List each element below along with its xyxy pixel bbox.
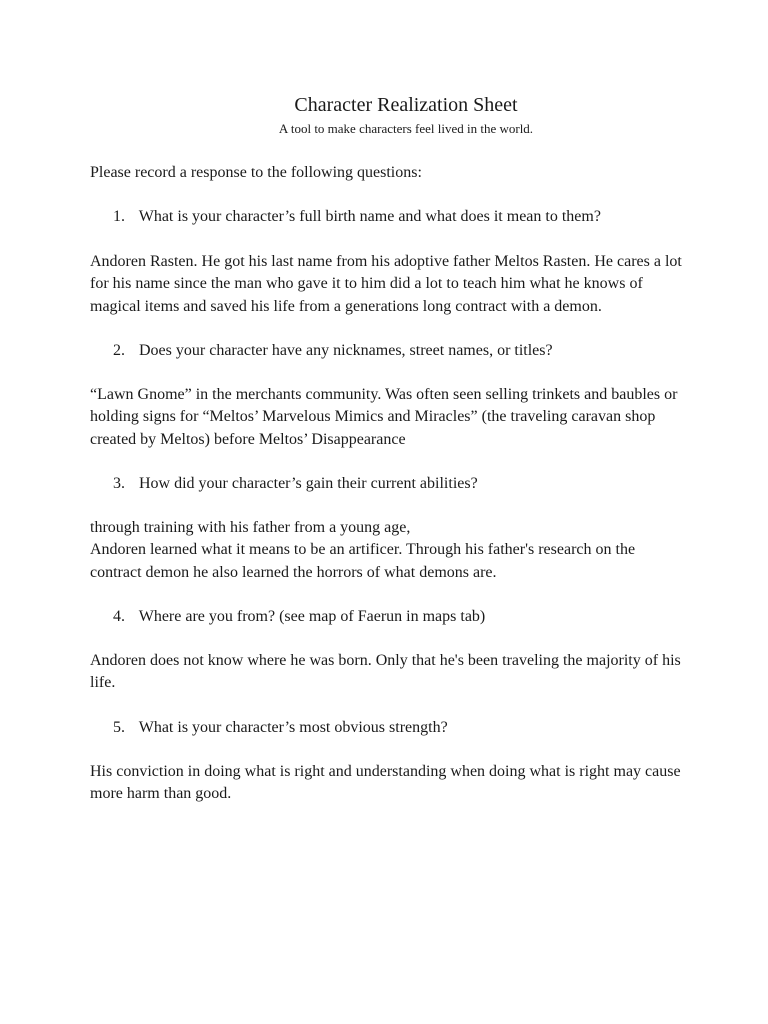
question-number: 4. — [113, 608, 125, 625]
question-text: What is your character’s most obvious strength? — [138, 719, 448, 736]
answer-4 — [90, 650, 685, 695]
question-text: What is your character’s full birth name and what does it mean to them? — [138, 208, 601, 225]
answer-line: “Lawn Gnome” in the merchants community. Was often seen selling trinkets and baubles or holding signs for “Meltos’ Marvelous Mimics and Miracles” (the traveling caravan shop created by Meltos) before Meltos’ Disappearance — [90, 386, 678, 448]
answer-line: Andoren learned what it means to be an artificer. Through his father's research on the contract demon he also learned the horrors of what demons are. — [90, 541, 636, 581]
question-number: 2. — [113, 342, 125, 359]
answer-line: His conviction in doing what is right and understanding when doing what is right may cause more harm than good. — [90, 763, 681, 803]
question-3 — [113, 473, 478, 495]
intro-text: Please record a response to the following questions: — [90, 164, 422, 181]
question-1 — [113, 206, 601, 228]
question-number: 3. — [113, 475, 125, 492]
document-subtitle: A tool to make characters feel lived in the world. — [278, 121, 534, 136]
answer-line: through training with his father from a young age, — [90, 519, 411, 536]
question-number: 5. — [113, 719, 125, 736]
answer-5 — [90, 761, 685, 806]
answer-line: Andoren does not know where he was born. Only that he's been traveling the majority of his life. — [90, 652, 681, 692]
question-text: Where are you from? (see map of Faerun in maps tab) — [138, 608, 486, 625]
question-text: How did your character’s gain their current abilities? — [139, 475, 478, 492]
answer-3 — [90, 517, 685, 584]
document-title: Character Realization Sheet — [294, 94, 518, 116]
answer-2 — [90, 384, 685, 451]
question-2 — [113, 340, 553, 362]
question-4 — [113, 606, 485, 628]
answer-1 — [90, 251, 685, 318]
answer-line: Andoren Rasten. He got his last name from his adoptive father Meltos Rasten. He cares a lot for his name since the man who gave it to him did a lot to teach him what he knows of magical items and saved his life from a generations long contract with a demon. — [90, 253, 682, 315]
question-5 — [113, 717, 448, 739]
question-text: Does your character have any nicknames, street names, or titles? — [139, 342, 553, 359]
question-number: 1. — [113, 208, 125, 225]
